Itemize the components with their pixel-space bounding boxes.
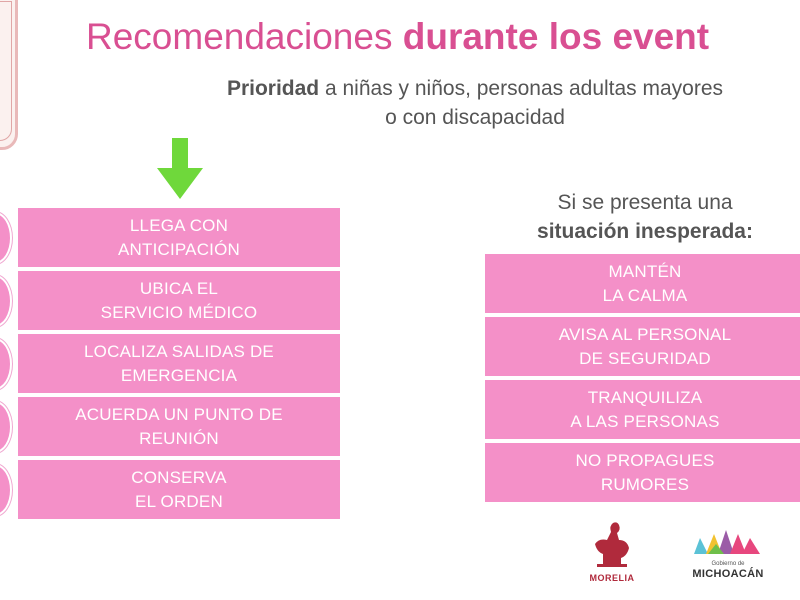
item-line-2: DE SEGURIDAD <box>579 348 711 368</box>
recommendation-item <box>18 397 340 456</box>
unexpected-situation-heading <box>495 188 795 246</box>
item-line-2: ANTICIPACIÓN <box>117 239 241 259</box>
side-circle <box>0 275 12 327</box>
heading-line-2: situación inesperada: <box>537 220 753 243</box>
item-line-1: CONSERVA <box>131 467 227 487</box>
item-line-2: LA CALMA <box>602 285 688 305</box>
page-title <box>86 16 709 59</box>
situation-item <box>485 254 800 313</box>
michoacan-logo <box>678 528 778 580</box>
recommendations-list <box>18 208 340 523</box>
item-line-2: SERVICIO MÉDICO <box>100 302 258 322</box>
item-line-2: A LAS PERSONAS <box>570 411 720 431</box>
recommendation-item <box>18 460 340 519</box>
title-regular: Recomendaciones <box>86 16 403 57</box>
decorative-badge <box>0 0 18 150</box>
item-line-2: EMERGENCIA <box>120 365 238 385</box>
item-line-1: TRANQUILIZA <box>587 387 703 407</box>
recommendation-item <box>18 334 340 393</box>
michoacan-logo-text: MICHOACÁN <box>692 568 764 580</box>
situation-item <box>485 380 800 439</box>
situation-item <box>485 317 800 376</box>
morelia-logo-text: MORELIA <box>589 573 635 583</box>
item-line-2: RUMORES <box>600 474 690 494</box>
subtitle-line-1 <box>160 74 790 103</box>
item-line-1: AVISA AL PERSONAL <box>558 324 732 344</box>
equestrian-statue-icon <box>583 518 641 568</box>
recommendation-item <box>18 208 340 267</box>
side-circle <box>0 401 12 453</box>
item-line-1: NO PROPAGUES <box>575 450 715 470</box>
side-circle <box>0 464 12 516</box>
item-line-1: UBICA EL <box>139 278 219 298</box>
michoacan-emblem-icon <box>678 528 778 556</box>
michoacan-logo-small-text: Gobierno de <box>711 561 745 567</box>
unexpected-situation-list <box>485 254 800 506</box>
item-line-1: LLEGA CON <box>129 215 229 235</box>
situation-item <box>485 443 800 502</box>
side-circle <box>0 212 12 264</box>
priority-subtitle <box>160 74 790 132</box>
item-line-2: REUNIÓN <box>139 428 219 448</box>
title-bold: durante los event <box>402 16 710 57</box>
recommendation-item <box>18 271 340 330</box>
arrow-down-icon <box>156 138 204 200</box>
item-line-1: ACUERDA UN PUNTO DE <box>75 404 283 424</box>
subtitle-bold: Prioridad <box>226 77 320 100</box>
item-line-1: LOCALIZA SALIDAS DE <box>84 341 274 361</box>
subtitle-rest-1: a niñas y niños, personas adultas mayores <box>319 77 724 100</box>
item-line-2: EL ORDEN <box>135 491 223 511</box>
side-circle <box>0 338 12 390</box>
morelia-logo <box>583 518 641 583</box>
heading-line-1: Si se presenta una <box>557 191 733 214</box>
item-line-1: MANTÉN <box>608 261 682 281</box>
subtitle-line-2: o con discapacidad <box>385 106 565 129</box>
